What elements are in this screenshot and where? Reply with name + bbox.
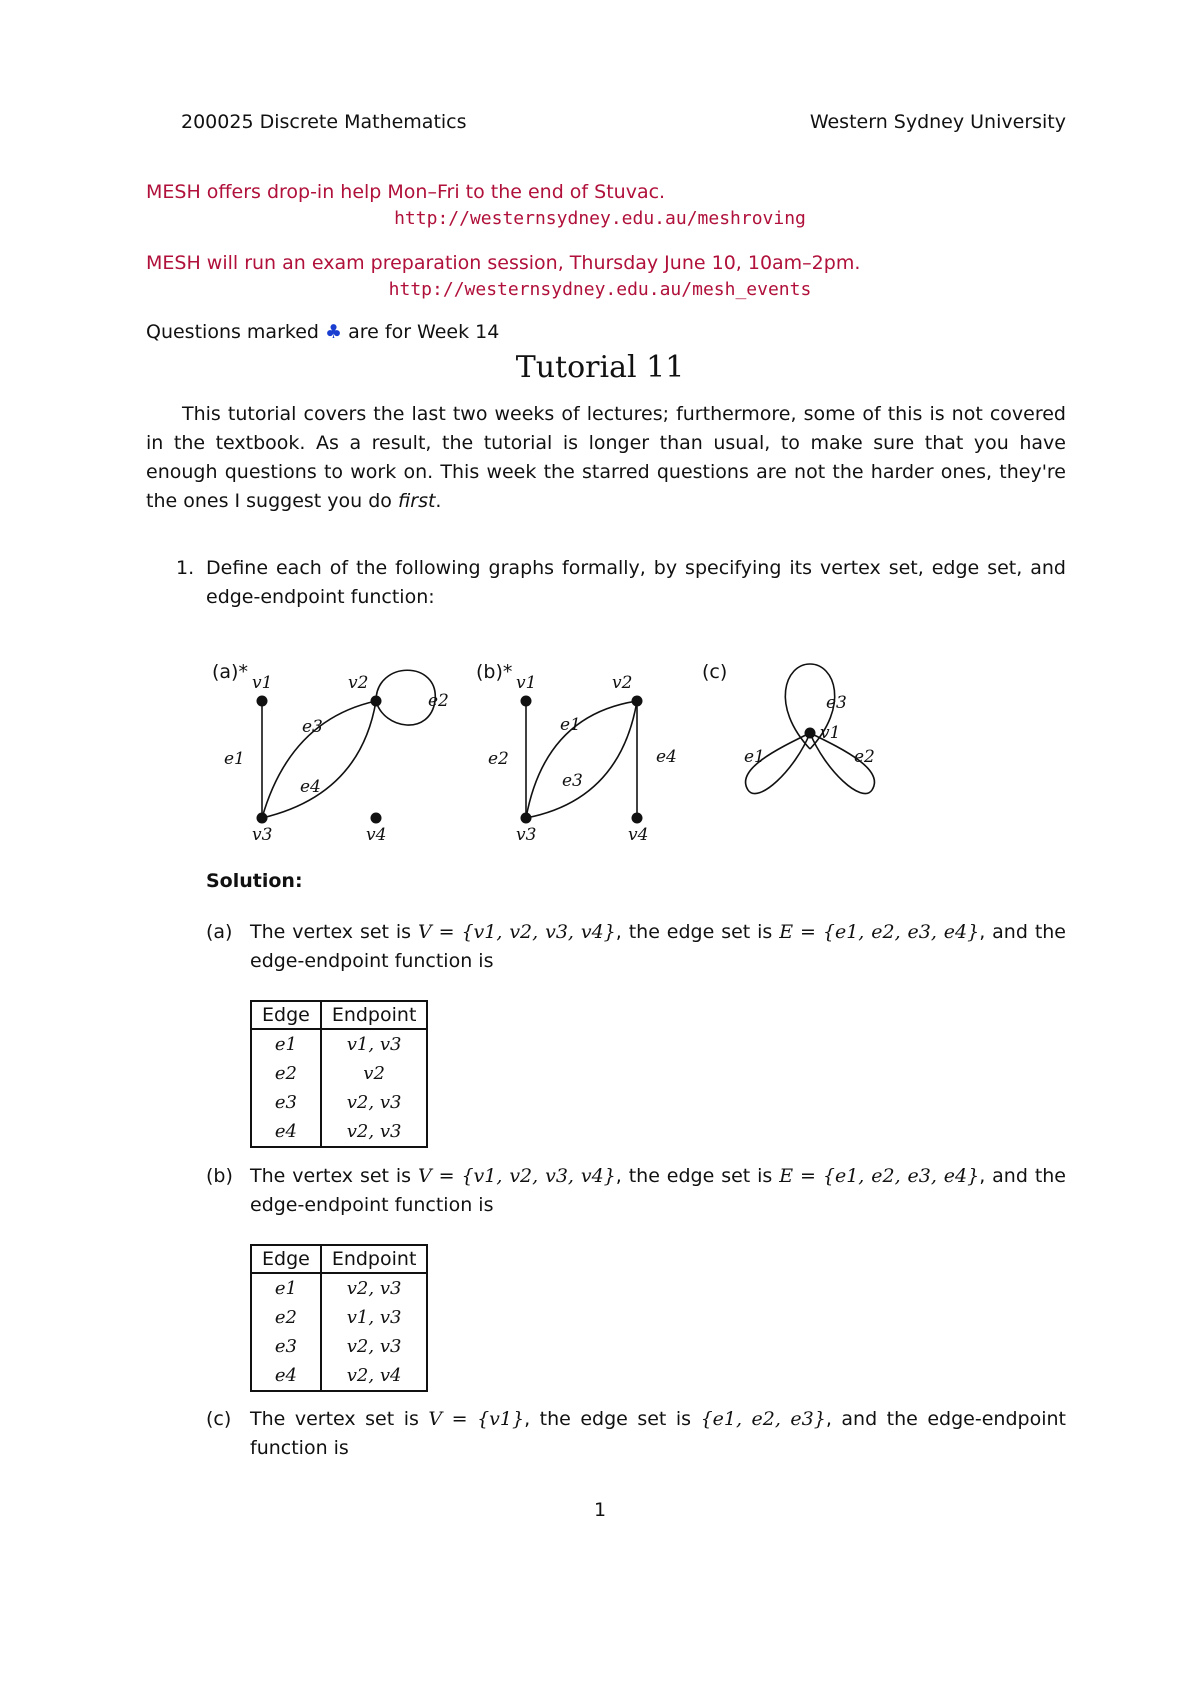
graph-a-label-e2: e2 — [428, 691, 449, 711]
course-title: 200025 Discrete Mathematics — [181, 111, 467, 133]
graph-b-edge-e3 — [526, 701, 637, 818]
table-row — [251, 1361, 427, 1391]
graph-c-label: (c) — [702, 661, 728, 683]
graph-a-label-v3: v3 — [252, 825, 273, 845]
graph-figures — [200, 650, 900, 860]
solution-c-edge-phrase: , the edge set is — [524, 1408, 692, 1430]
graph-c-label-e1: e1 — [744, 747, 765, 767]
solution-a-table — [250, 1000, 428, 1148]
questions-marked-after: are for Week 14 — [348, 321, 500, 343]
question-number: 1. — [176, 557, 195, 579]
table-header-endpoint: Endpoint — [321, 1245, 428, 1273]
graph-b-label-v3: v3 — [516, 825, 537, 845]
questions-marked-line — [146, 318, 499, 347]
solution-b-text — [250, 1162, 1066, 1220]
graph-a-label-e1: e1 — [224, 749, 245, 769]
graph-c-label-e2: e2 — [854, 747, 875, 767]
table-cell: e4 — [251, 1117, 321, 1147]
table-cell: v2, v3 — [346, 1092, 402, 1113]
table-row — [251, 1332, 427, 1361]
graph-b-label-e2: e2 — [488, 749, 509, 769]
graph-b-label: (b)* — [476, 661, 513, 683]
mesh-dropin-link[interactable]: http://westernsydney.edu.au/meshroving — [394, 208, 806, 229]
solution-c-label: (c) — [206, 1408, 232, 1430]
solution-c-start: The vertex set is — [250, 1408, 419, 1430]
graph-b-label-v4: v4 — [628, 825, 649, 845]
intro-end: . — [435, 490, 442, 512]
solution-b-tail: , and the edge-endpoint function is — [250, 1165, 1066, 1216]
solution-c-text — [250, 1405, 1066, 1463]
graph-a-edge-e2 — [376, 670, 435, 725]
table-cell: e2 — [251, 1059, 321, 1088]
table-cell: v2, v3 — [346, 1336, 402, 1357]
graph-a-vertex-v1 — [257, 696, 268, 707]
graph-b-label-e1: e1 — [560, 715, 581, 735]
table-row — [251, 1303, 427, 1332]
graph-a-vertex-v3 — [257, 813, 268, 824]
graph-a-vertex-v2 — [371, 696, 382, 707]
table-cell: e3 — [251, 1088, 321, 1117]
table-cell: e1 — [251, 1029, 321, 1059]
solution-c-vertex-set: V = {v1} — [428, 1408, 525, 1430]
graph-b-vertex-v1 — [521, 696, 532, 707]
solution-b-table — [250, 1244, 428, 1392]
intro-paragraph — [146, 400, 1066, 516]
mesh-exam-notice: MESH will run an exam preparation session, Thursday June 10, 10am–2pm. — [146, 252, 861, 274]
graph-b-label-e3: e3 — [562, 771, 583, 791]
graph-b-label-e4: e4 — [656, 747, 677, 767]
table-row — [251, 1059, 427, 1088]
graph-b-vertex-v4 — [632, 813, 643, 824]
solution-a-edge-phrase: , the edge set is — [615, 921, 773, 943]
mesh-exam-link[interactable]: http://westernsydney.edu.au/mesh_events — [388, 279, 812, 300]
graph-b-edge-e1 — [526, 701, 637, 818]
graph-b-vertex-v2 — [632, 696, 643, 707]
solution-a-table-wrap — [250, 1000, 428, 1148]
mesh-dropin-notice: MESH offers drop-in help Mon–Fri to the end of Stuvac. — [146, 181, 666, 203]
table-cell: e2 — [251, 1303, 321, 1332]
graph-a-vertex-v4 — [371, 813, 382, 824]
solution-c-tail: , and the edge-endpoint function is — [250, 1408, 1066, 1459]
graph-a-label-e4: e4 — [300, 777, 321, 797]
graph-a-label-v1: v1 — [252, 673, 273, 693]
table-row — [251, 1029, 427, 1059]
graph-a-label: (a)* — [212, 661, 248, 683]
solution-b-table-wrap — [250, 1244, 428, 1392]
graph-c-vertex-v1 — [805, 728, 816, 739]
table-cell: e3 — [251, 1332, 321, 1361]
graph-c-label-e3: e3 — [826, 693, 847, 713]
solution-a-label: (a) — [206, 921, 233, 943]
club-icon: ♣ — [325, 321, 343, 343]
table-cell: v2, v3 — [346, 1278, 402, 1299]
solution-b-vertex-set: V = {v1, v2, v3, v4} — [418, 1165, 616, 1187]
graph-c-label-v1: v1 — [820, 723, 841, 743]
table-header-endpoint: Endpoint — [321, 1001, 428, 1029]
solution-heading: Solution: — [206, 870, 303, 892]
intro-emphasis: first — [397, 490, 436, 512]
table-cell: v2, v3 — [346, 1121, 402, 1142]
table-cell: v2 — [363, 1063, 385, 1084]
graph-a-label-v2: v2 — [348, 673, 369, 693]
solution-b-start: The vertex set is — [250, 1165, 412, 1187]
graph-a-label-v4: v4 — [366, 825, 387, 845]
solution-a-start: The vertex set is — [250, 921, 412, 943]
solution-c-edge-set: {e1, e2, e3} — [700, 1408, 826, 1430]
table-row — [251, 1088, 427, 1117]
table-row — [251, 1273, 427, 1303]
solution-b-edge-phrase: , the edge set is — [615, 1165, 773, 1187]
table-cell: v1, v3 — [346, 1307, 402, 1328]
solution-b-label: (b) — [206, 1165, 233, 1187]
intro-text: This tutorial covers the last two weeks of lectures; furthermore, some of this is not covered in the textbook. As a result, the tutorial is longer than usual, to make sure that you have enough questions to work on. This week the starred questions are not the harder ones, they're the ones I suggest you do — [146, 403, 1066, 512]
university-name: Western Sydney University — [809, 111, 1066, 133]
solution-a-tail: , and the edge-endpoint function is — [250, 921, 1066, 972]
table-row — [251, 1117, 427, 1147]
table-cell: v2, v4 — [346, 1365, 402, 1386]
question-text: Define each of the following graphs formally, by specifying its vertex set, edge set, and edge-endpoint function: — [206, 557, 1066, 608]
graph-b-label-v1: v1 — [516, 673, 537, 693]
solution-a-edge-set: E = {e1, e2, e3, e4} — [779, 921, 980, 943]
table-cell: v1, v3 — [346, 1034, 402, 1055]
page-number: 1 — [593, 1499, 607, 1521]
table-header-edge: Edge — [251, 1245, 321, 1273]
solution-a-vertex-set: V = {v1, v2, v3, v4} — [418, 921, 616, 943]
table-cell: e1 — [251, 1273, 321, 1303]
solution-a-text — [250, 918, 1066, 976]
table-header-edge: Edge — [251, 1001, 321, 1029]
graph-b-label-v2: v2 — [612, 673, 633, 693]
graph-b-vertex-v3 — [521, 813, 532, 824]
page-title: Tutorial 11 — [515, 350, 685, 385]
graph-a-label-e3: e3 — [302, 717, 323, 737]
table-cell: e4 — [251, 1361, 321, 1391]
solution-b-edge-set: E = {e1, e2, e3, e4} — [779, 1165, 980, 1187]
questions-marked-before: Questions marked — [146, 321, 319, 343]
